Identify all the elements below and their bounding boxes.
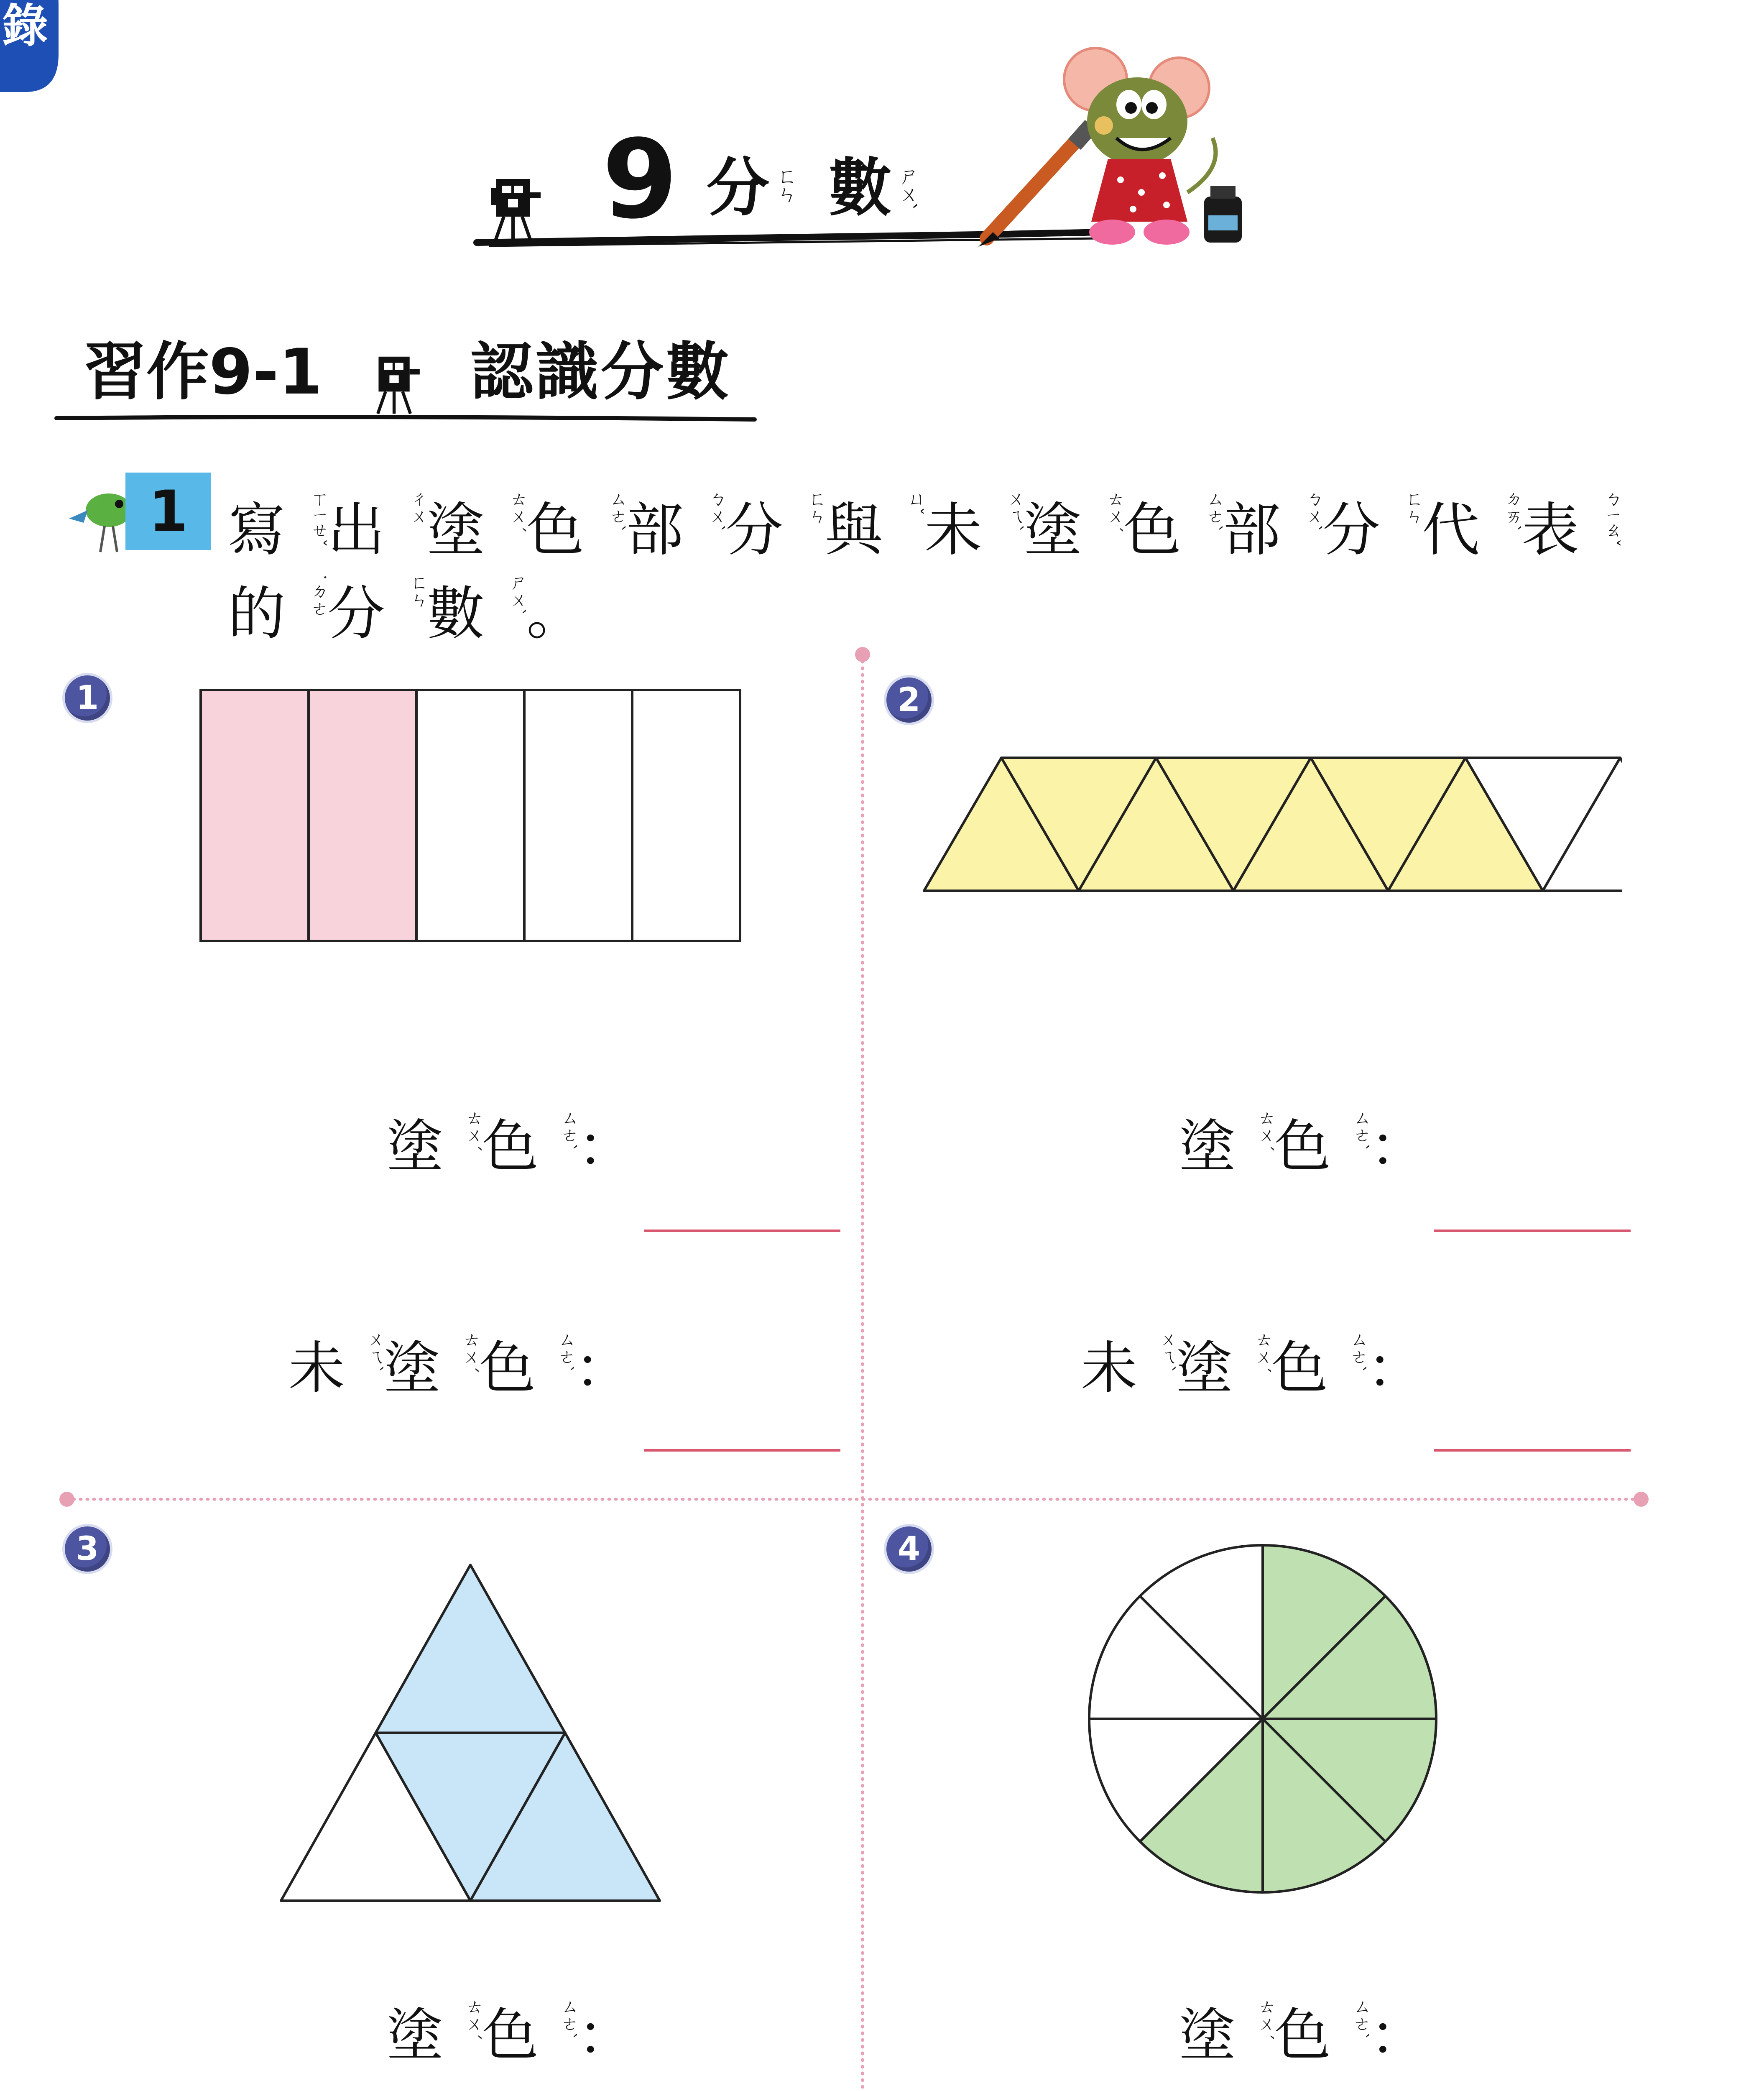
label-zhuyin: ㄙㄜˋ (559, 1997, 579, 2041)
instruction-char: 與 (825, 496, 883, 564)
label-zhuyin: ㄊㄨˊ (1253, 1330, 1273, 1374)
label-colon: ： (577, 1114, 634, 1179)
section-label: 習作9-1 (84, 336, 322, 409)
instruction-char: 色 (526, 496, 585, 564)
label-char: 色 (482, 1114, 539, 1179)
label-colon: ： (1370, 2002, 1426, 2068)
label-char: 塗 (1176, 1335, 1233, 1401)
question-instruction-line-1 (228, 489, 1623, 564)
label-char: 色 (1274, 2002, 1331, 2068)
instruction-char: 寫 (228, 496, 286, 564)
label-zhuyin: ㄨㄟˋ (365, 1330, 385, 1374)
chapter-number: 9 (602, 117, 678, 243)
label-colon: ： (577, 2002, 634, 2068)
panel-1-unshaded-answer-blank[interactable] (644, 1449, 840, 1452)
unshaded-part (632, 690, 740, 941)
label-colon: ： (574, 1335, 631, 1401)
instruction-zhuyin: ㄙㄜˋ (607, 489, 628, 533)
instruction-zhuyin: ㄩˇ (906, 489, 926, 516)
mouse-mascot-illustration (953, 42, 1246, 251)
instruction-char: 未 (924, 496, 983, 564)
instruction-char: 塗 (427, 496, 485, 564)
label-zhuyin: ㄙㄜˋ (1351, 1997, 1371, 2041)
panel-2-shaded-answer-blank[interactable] (1434, 1230, 1631, 1232)
shaded-part (309, 690, 416, 941)
instruction-zhuyin: ㄉㄞˋ (1503, 489, 1523, 533)
chapter-tab (0, 0, 59, 92)
figure-3-triangle (276, 1560, 665, 1907)
shaded-part (376, 1565, 565, 1733)
label-zhuyin: ㄊㄨˊ (463, 1997, 484, 2041)
camera-icon (487, 171, 546, 243)
chapter-title-zhuyin: ㄈㄣ (774, 165, 797, 202)
instruction-char: 塗 (1024, 496, 1082, 564)
instruction-char: 的 (228, 580, 286, 647)
instruction-zhuyin: ㄈㄣ (806, 489, 827, 524)
label-char: 塗 (1179, 2002, 1236, 2068)
label-char: 色 (1274, 1114, 1331, 1179)
instruction-char: 分 (725, 496, 784, 564)
figure-1-rectangle (197, 686, 744, 945)
bird-icon (67, 481, 134, 556)
instruction-char: 部 (1223, 496, 1281, 564)
label-zhuyin: ㄊㄨˊ (460, 1330, 481, 1374)
instruction-zhuyin: ㄒㄧㄝˇ (309, 489, 329, 547)
panel-2-unshaded-label (1081, 1330, 1423, 1401)
panel-1-shaded-label (387, 1108, 634, 1179)
instruction-zhuyin: ˙ㄉㄜ (309, 573, 329, 617)
camera-icon (370, 349, 424, 416)
label-zhuyin: ㄙㄜˋ (556, 1330, 576, 1374)
unshaded-part (524, 690, 632, 941)
instruction-char: 表 (1521, 496, 1580, 564)
panel-4-shaded-label (1179, 1997, 1426, 2068)
section-title: 認識分數 (470, 336, 732, 409)
label-char: 塗 (384, 1335, 440, 1401)
section-underline (54, 412, 757, 424)
label-zhuyin: ㄙㄜˋ (559, 1108, 579, 1152)
panel-1-shaded-answer-blank[interactable] (644, 1230, 840, 1232)
instruction-zhuyin: ㄅㄨˋ (707, 489, 727, 533)
label-zhuyin: ㄙㄜˋ (1351, 1108, 1371, 1152)
label-char: 未 (288, 1335, 345, 1401)
instruction-zhuyin: ㄕㄨˋ (508, 573, 528, 617)
chapter-tab-text: 錄 (2, 0, 48, 53)
chapter-title-char: 分 (707, 152, 770, 225)
label-char: 色 (479, 1335, 536, 1401)
question-instruction-line-2 (228, 573, 585, 647)
instruction-zhuyin: ㄔㄨ (408, 489, 429, 524)
panel-1-unshaded-label (288, 1330, 631, 1401)
chapter-title-char: 數 (829, 152, 892, 225)
panel-3-shaded-label (387, 1997, 634, 2068)
label-zhuyin: ㄨㄟˋ (1157, 1330, 1178, 1374)
instruction-zhuyin: ㄈㄣ (408, 573, 429, 608)
instruction-char: 分 (327, 580, 385, 647)
label-zhuyin: ㄊㄨˊ (1256, 1997, 1276, 2041)
label-zhuyin: ㄙㄜˋ (1348, 1330, 1368, 1374)
panel-1-marker: 1 (65, 675, 110, 721)
shaded-part (201, 690, 309, 941)
instruction-zhuyin: ㄊㄨˊ (1105, 489, 1125, 533)
label-char: 色 (1271, 1335, 1328, 1401)
instruction-zhuyin: ㄊㄨˊ (508, 489, 528, 533)
instruction-char: 代 (1422, 496, 1480, 564)
instruction-char: 出 (327, 496, 385, 564)
instruction-zhuyin: ㄅㄨˋ (1304, 489, 1324, 533)
label-char: 塗 (387, 1114, 443, 1179)
label-char: 塗 (1179, 1114, 1236, 1179)
instruction-char: 部 (626, 496, 684, 564)
panel-4-marker: 4 (886, 1526, 932, 1572)
panel-3-marker: 3 (65, 1526, 110, 1572)
label-char: 色 (482, 2002, 539, 2068)
instruction-zhuyin: ㄈㄣ (1403, 489, 1424, 524)
instruction-char: 色 (1123, 496, 1182, 564)
chapter-title (707, 152, 919, 225)
question-number: 1 (148, 478, 188, 544)
panel-2-unshaded-answer-blank[interactable] (1434, 1449, 1631, 1452)
label-char: 塗 (387, 2002, 443, 2068)
chapter-title-zhuyin: ㄕㄨˋ (896, 165, 919, 210)
panel-2-shaded-label (1179, 1108, 1426, 1179)
instruction-zhuyin: ㄅㄧㄠˇ (1602, 489, 1623, 547)
instruction-zhuyin: ㄙㄜˋ (1204, 489, 1225, 533)
instruction-char: 數 (427, 580, 485, 647)
label-colon: ： (1370, 1114, 1426, 1179)
label-char: 未 (1081, 1335, 1137, 1401)
unshaded-part (416, 690, 524, 941)
label-colon: ： (1367, 1335, 1423, 1401)
panel-2-marker: 2 (886, 677, 932, 723)
instruction-char: 分 (1322, 496, 1381, 564)
figure-2-triangle-strip (920, 753, 1622, 899)
instruction-zhuyin: ㄨㄟˋ (1005, 489, 1026, 533)
label-zhuyin: ㄊㄨˊ (1256, 1108, 1276, 1152)
instruction-period: 。 (526, 580, 585, 647)
figure-4-circle (1083, 1539, 1442, 1899)
label-zhuyin: ㄊㄨˊ (463, 1108, 484, 1152)
